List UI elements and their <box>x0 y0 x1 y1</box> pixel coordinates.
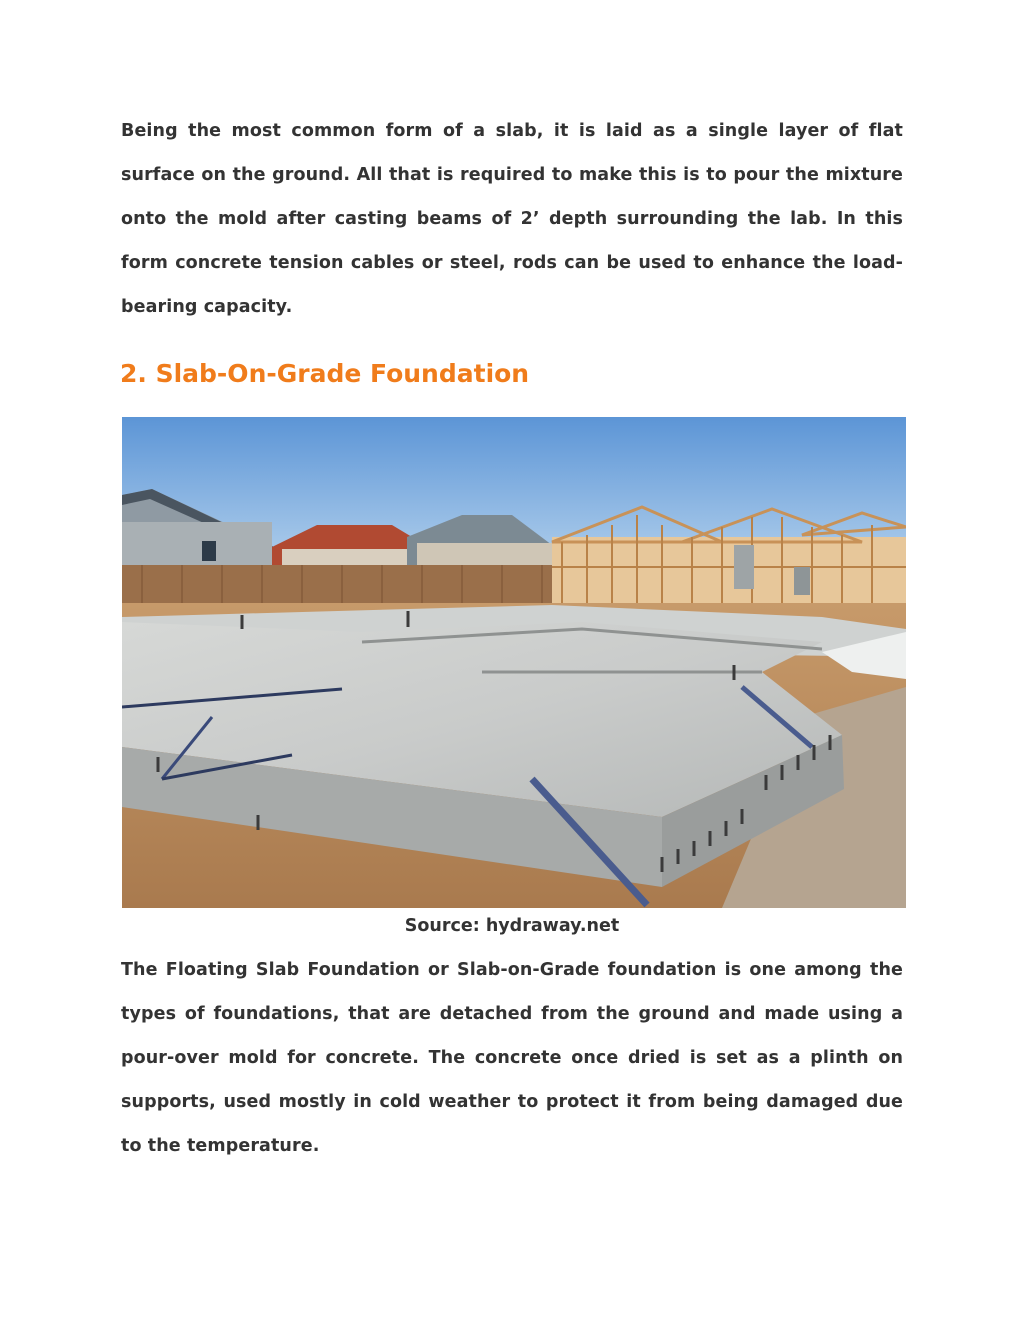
intro-paragraph: Being the most common form of a slab, it is laid as a single layer of flat surface on the ground. All that is required to make this is to pour the mixture onto the mold after casting beams of 2’ depth surrounding the lab. In this form concrete tension cables or steel, rods can be used to enhance the load-bearing capacity. <box>121 121 903 317</box>
body-paragraph: The Floating Slab Foundation or Slab-on-Grade foundation is one among the types of foundations, that are detached from the ground and made using a pour-over mold for concrete. The concrete once dried is set as a plinth on supports, used mostly in cold weather to protect it from being damaged due to the temperature. <box>121 960 903 1156</box>
slab-foundation-photo <box>122 417 906 908</box>
section-heading: 2. Slab-On-Grade Foundation <box>120 359 530 388</box>
photo-caption: Source: hydraway.net <box>404 916 620 936</box>
